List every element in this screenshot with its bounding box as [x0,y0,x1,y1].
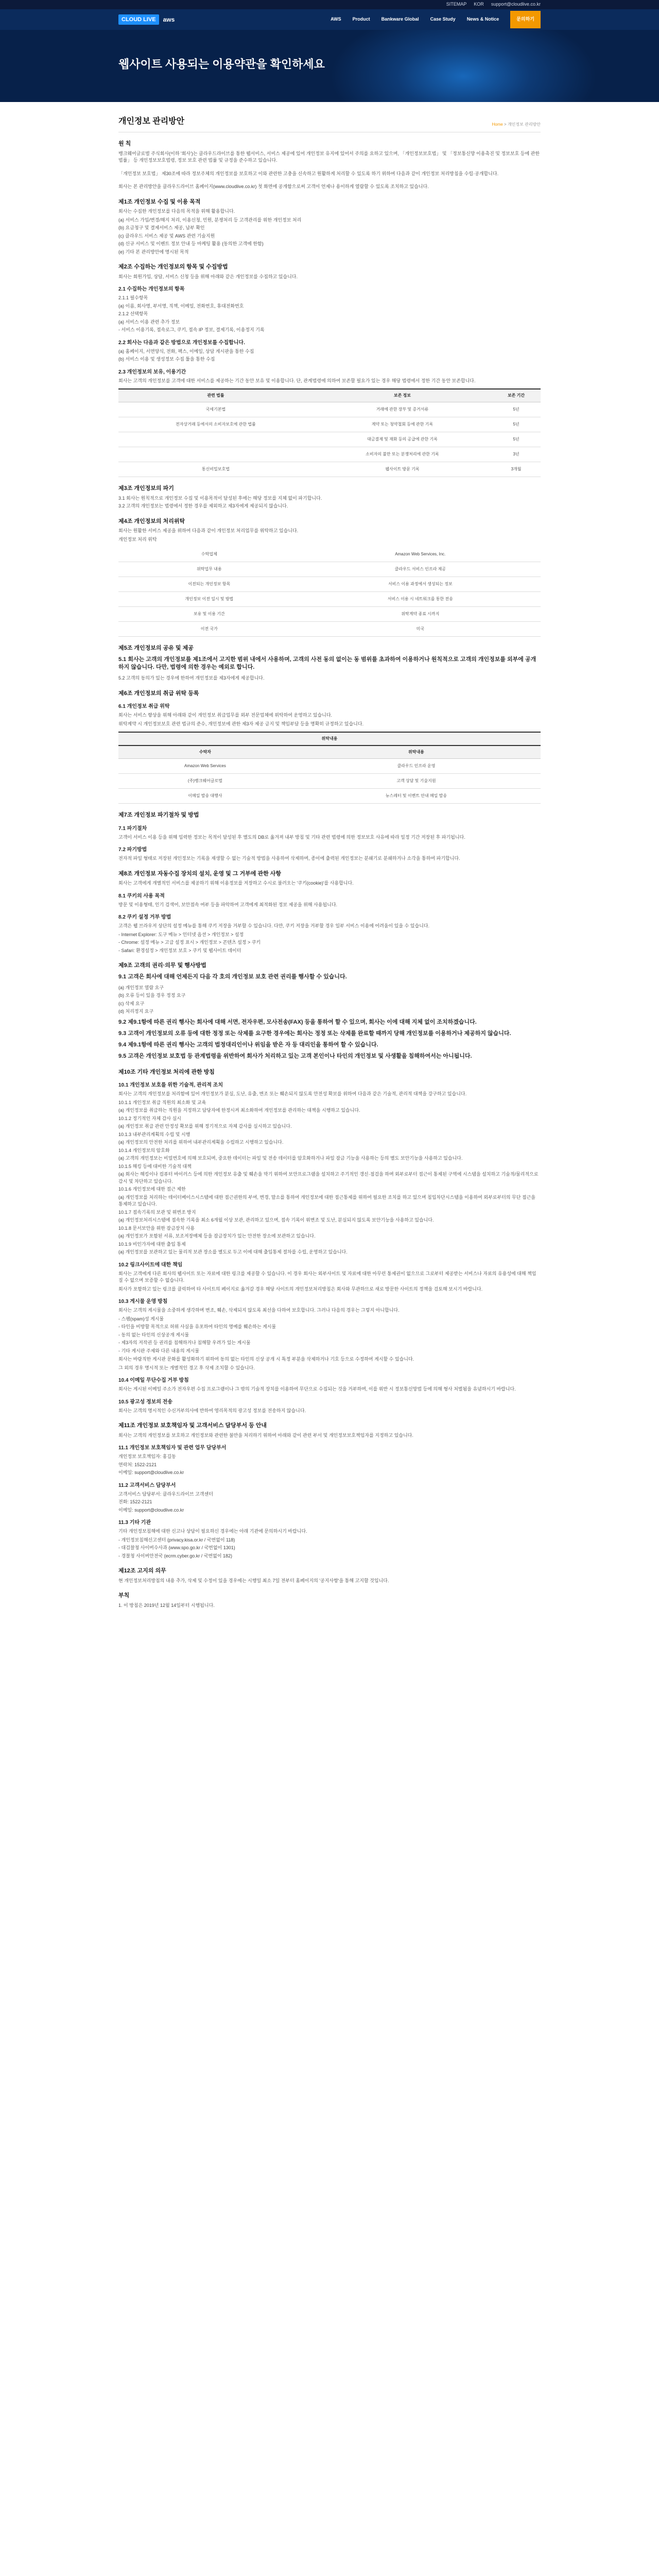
list-item: 10.1.4 개인정보의 암호화 [118,1147,170,1153]
section-text: 회사는 고객에게 다른 회사의 웹사이트 또는 자료에 대한 링크를 제공할 수 있습니다. 이 경우 회사는 외부사이트 및 자료에 대한 아무런 통제권이 없으므로 그로부터 제공받는 서비스나 자료의 유용성에 대해 책임질 수 없으며 보증할 수 없습니다. [118,1270,536,1283]
breadcrumb: Home > 개인정보 관리방안 [492,122,541,127]
site-logo[interactable] [118,14,175,25]
section-text: 회사는 회원가입, 상담, 서비스 신청 등을 위해 아래와 같은 개인정보를 수집하고 있습니다. [118,274,298,279]
table-row [118,789,541,804]
delegation-table [118,732,541,804]
list-item: 10.1.2 정기적인 자체 감사 실시 [118,1115,181,1121]
page-header [118,102,541,132]
list-item: (a) 개인정보를 취급하는 직원을 지정하고 담당자에 한정시켜 최소화하여 개인정보를 관리하는 대책을 시행하고 있습니다. [118,1108,360,1113]
nav-item-news[interactable]: News & Notice [466,16,499,22]
list-item: (d) 신규 서비스 및 이벤트 정보 안내 등 마케팅 활용 (동의한 고객에 한함) [118,241,264,246]
list-item: (a) 고객의 개인정보는 비밀번호에 의해 보호되며, 중요한 데이터는 파일 및 전송 데이터를 암호화하거나 파일 잠금 기능을 사용하는 등의 별도 보안기능을 사용하고 있습니다. [118,1156,463,1161]
table-row [118,417,541,432]
list-item: (a) 서비스 가입/변경/해지 처리, 이용신청, 민원, 분쟁처리 등 고객관리를 위한 개인정보 처리 [118,217,302,223]
contact-button[interactable]: 문의하기 [510,11,541,28]
table-cell: 거래에 관한 장부 및 증거서류 [313,402,492,417]
section-title: 제10조 기타 개인정보 처리에 관한 방침 [118,1069,215,1075]
hero-title: 웹사이트 사용되는 이용약관을 확인하세요 [118,58,325,71]
sitemap-link[interactable]: SITEMAP [446,2,467,7]
subsection-title: 10.2 링크사이트에 대한 책임 [118,1262,183,1268]
subsection-title: 6.1 개인정보 취급 위탁 [118,704,170,710]
subsection-title: 2.2 회사는 다음과 같은 방법으로 개인정보를 수집합니다. [118,340,245,346]
nav-item-case-study[interactable]: Case Study [430,16,456,22]
table-cell: 이전되는 개인정보 항목 [118,577,300,592]
table-cell: 보유 및 이용 기간 [118,607,300,622]
section-text: 고객은 웹 브라우저 상단의 설정 메뉴를 통해 쿠키 저장을 거부할 수 있습니다. 다만, 쿠키 저장을 거부할 경우 일부 서비스 이용에 어려움이 있을 수 있습니다. [118,923,430,929]
list-item: - Safari: 환경설정 > 개인정보 보호 > 쿠키 및 웹사이트 데이터 [118,947,241,953]
subsection-title: 7.2 파기방법 [118,847,147,853]
list-item: (e) 기타 본 관리방안에 명시된 목적 [118,249,189,255]
list-item: 10.1.3 내부관리계획의 수립 및 시행 [118,1131,190,1137]
list-item: 10.1.9 비인가자에 대한 출입 통제 [118,1241,186,1247]
section-list [118,985,541,1015]
list-item: (a) 홈페이지, 서면양식, 전화, 팩스, 이메일, 상담 게시판을 통한 수집 [118,348,254,354]
list-item: (a) 개인정보를 처리하는 데이터베이스시스템에 대한 접근권한의 부여, 변경, 말소를 통하여 개인정보에 대한 접근통제를 위하여 필요한 조치를 하고 있으며 침입차단시스템을 이용하여 외부로부터의 무단 접근을 통제하고 있습니다. [118,1194,536,1207]
list-item: 이메일: support@cloudlive.co.kr [118,1470,184,1476]
table-cell: 전자상거래 등에서의 소비자보호에 관한 법률 [118,417,313,432]
table-cell: 3개월 [492,462,541,477]
table-row [118,577,541,592]
list-item: 개인정보 보호책임자: 홍길동 [118,1454,176,1460]
table-cell: 클라우드 인프라 운영 [292,759,541,774]
section-list [118,1491,541,1514]
list-item: (a) 개인정보 취급 관련 안정성 확보를 위해 정기적으로 자체 감사를 실시하고 있습니다. [118,1124,292,1129]
list-item: 10.1.6 개인정보에 대한 접근 제한 [118,1187,186,1192]
addendum-title: 부칙 [118,1592,130,1599]
subsection-title: 11.3 기타 기관 [118,1520,151,1526]
main-content [118,102,541,1609]
table-header: 위탁내용 [292,745,541,759]
table-cell: 5년 [492,417,541,432]
table-cell: 5년 [492,402,541,417]
list-item: 10.1.5 해킹 등에 대비한 기술적 대책 [118,1163,192,1169]
list-item: - 스팸(spam)성 게시물 [118,1316,164,1321]
list-item: (a) 개인정보처리시스템에 접속한 기록을 최소 6개월 이상 보관, 관리하고 있으며, 접속 기록이 위변조 및 도난, 분실되지 않도록 보안기능을 사용하고 있습니다. [118,1217,434,1223]
emphasis-text: 9.3 고객이 개인정보의 오류 등에 대한 정정 또는 삭제를 요구한 경우에는 회사는 정정 또는 삭제를 완료할 때까지 당해 개인정보를 이용하거나 제공하지 않습니다. [118,1030,511,1037]
nav-menu [331,11,541,28]
list-item: (b) 서비스 이용 및 생성정보 수집 툴을 통한 수집 [118,357,215,362]
table-cell: (주)뱅크웨어글로벌 [118,774,292,789]
section-text: 5.2 고객의 동의가 있는 경우에 한하여 개인정보를 제3자에게 제공합니다. [118,675,265,681]
table-row [118,622,541,637]
list-item: 연락처: 1522-2121 [118,1462,157,1467]
subsection-title: 11.1 개인정보 보호책임자 및 관련 업무 담당부서 [118,1445,227,1451]
section-text: 위탁계약 시 개인정보보호 관련 법규의 준수, 개인정보에 관한 제3자 제공 금지 및 책임부담 등을 명확히 규정하고 있습니다. [118,721,364,726]
subsection-title: 10.3 게시물 운영 방침 [118,1299,168,1305]
list-item: - Internet Explorer: 도구 메뉴 > 인터넷 옵션 > 개인정보 > 설정 [118,931,244,937]
subsection-title: 8.1 쿠키의 사용 목적 [118,893,165,899]
list-item: 3.2 고객의 개인정보는 법령에서 정한 경우를 제외하고 제3자에게 제공되지 않습니다. [118,503,288,509]
section-text: 고객이 서비스 이용 등을 위해 입력한 정보는 목적이 달성된 후 별도의 DB로 옮겨져 내부 방침 및 기타 관련 법령에 의한 정보보호 사유에 따라 일정 기간 저장된 후 파기됩니다. [118,834,465,840]
table-cell: 고객 상담 및 기술지원 [292,774,541,789]
list-item: (a) 개인정보의 안전한 처리를 위하여 내부관리계획을 수립하고 시행하고 있습니다. [118,1140,284,1145]
hero-graphic [330,30,597,102]
section-list [118,217,541,256]
section-title: 제8조 개인정보 자동수집 장치의 설치, 운영 및 그 거부에 관한 사항 [118,870,282,877]
intro-paragraph: 「개인정보 보호법」 제30조에 따라 정보주체의 개인정보를 보호하고 이와 관련한 고충을 신속하고 원활하게 처리할 수 있도록 하기 위하여 다음과 같이 개인정보 처리방침을 수립·공개합니다. [118,171,499,176]
list-item: - 기타 게시판 주제와 다른 내용의 게시물 [118,1348,200,1353]
emphasis-text: 9.2 제9.1항에 따른 권리 행사는 회사에 대해 서면, 전자우편, 모사전송(FAX) 등을 통하여 할 수 있으며, 회사는 이에 대해 지체 없이 조치하겠습니다. [118,1019,477,1025]
hero-banner [0,30,659,102]
list-item: - 서비스 이용기록, 접속로그, 쿠키, 접속 IP 정보, 결제기록, 이용정지 기록 [118,327,265,332]
section-list [118,1537,541,1560]
section-title: 제9조 고객의 권리·의무 및 행사방법 [118,962,206,969]
nav-item-product[interactable]: Product [352,16,370,22]
list-item: 2.1.2 선택항목 [118,311,148,316]
table-row [118,774,541,789]
table-row [118,402,541,417]
addendum-text: 1. 이 방침은 2019년 12월 14일부터 시행됩니다. [118,1602,215,1608]
section-text: 그 외의 경우 명시적 또는 개별적인 경고 후 삭제 조치할 수 있습니다. [118,1365,255,1370]
table-cell: 웹사이트 방문 기록 [313,462,492,477]
section-title: 제2조 수집하는 개인정보의 항목 및 수집방법 [118,264,228,270]
list-item: (c) 클라우드 서비스 제공 및 AWS 관련 기술지원 [118,233,215,239]
section-list [118,1453,541,1477]
section-text: 회사는 고객의 개인정보를 처리함에 있어 개인정보가 분실, 도난, 유출, 변조 또는 훼손되지 않도록 안전성 확보를 위하여 다음과 같은 기술적, 관리적 대책을 강구하고 있습니다. [118,1091,467,1097]
table-cell: 이메일 발송 대행사 [118,789,292,804]
subsection-title: 11.2 고객서비스 담당부서 [118,1482,176,1488]
table-cell: 서비스 이용 시 네트워크를 통한 전송 [300,592,541,607]
emphasis-text: 9.4 제9.1항에 따른 권리 행사는 고객의 법정대리인이나 위임을 받은 자 등 대리인을 통하여 할 수 있습니다. [118,1041,378,1048]
subsection-title: 10.5 광고성 정보의 전송 [118,1399,173,1405]
list-item: 10.1.8 문서보안을 위한 잠금장치 사용 [118,1225,195,1231]
list-item: 2.1.1 필수항목 [118,295,148,300]
list-item: - Chrome: 설정 메뉴 > 고급 설정 표시 > 개인정보 > 콘텐츠 설정 > 쿠키 [118,940,261,945]
list-item: - 동의 없는 타인의 신상공개 게시물 [118,1332,189,1337]
table-cell: 소비자의 불만 또는 분쟁처리에 관한 기록 [313,447,492,462]
list-item: 전화: 1522-2121 [118,1499,152,1505]
subsection-title: 8.2 쿠키 설정 거부 방법 [118,914,171,921]
section-title: 제1조 개인정보 수집 및 이용 목적 [118,198,201,205]
subsection-title: 10.1 개인정보 보호를 위한 기술적, 관리적 조치 [118,1082,223,1089]
table-cell: 통신비밀보호법 [118,462,313,477]
logo-box: CLOUD LIVE [118,14,159,25]
language-link[interactable]: KOR [474,2,484,7]
table-cell: 위탁업무 내용 [118,562,300,577]
table-cell: 이전 국가 [118,622,300,637]
utility-bar [0,0,659,9]
table-cell: 3년 [492,447,541,462]
section-text: 회사는 고객의 개인정보를 보호하고 개인정보와 관련한 불만을 처리하기 위하여 아래와 같이 관련 부서 및 개인정보보호책임자를 지정하고 있습니다. [118,1432,413,1438]
section-text: 회사는 고객의 명시적인 수신거부의사에 반하여 영리목적의 광고성 정보를 전송하지 않습니다. [118,1408,306,1413]
table-cell: 서비스 이용 과정에서 생성되는 정보 [300,577,541,592]
table-cell: 개인정보 이전 일시 및 방법 [118,592,300,607]
section-list [118,1316,541,1355]
list-item: (b) 요금청구 및 결제서비스 제공, 납부 확인 [118,225,205,230]
subsection-title: 10.4 이메일 무단수집 거부 방침 [118,1378,189,1384]
nav-item-bankware[interactable]: Bankware Global [381,16,419,22]
section-list [118,931,541,955]
list-item: (a) 개인정보가 포함된 서류, 보조저장매체 등을 잠금장치가 있는 안전한 장소에 보관하고 있습니다. [118,1233,316,1239]
section-list [118,495,541,510]
subsection-title: 2.3 개인정보의 보유, 이용기간 [118,369,186,375]
list-item: 고객서비스 담당부서: 클라우드라이브 고객센터 [118,1491,213,1497]
table-cell: Amazon Web Services, Inc. [300,547,541,562]
emphasis-text: 9.1 고객은 회사에 대해 언제든지 다음 각 호의 개인정보 보호 관련 권리를 행사할 수 있습니다. [118,973,347,980]
breadcrumb-home[interactable]: Home [492,122,503,127]
section-text: 현 개인정보처리방침의 내용 추가, 삭제 및 수정이 있을 경우에는 시행일 최소 7일 전부터 홈페이지의 '공지사항'을 통해 고지할 것입니다. [118,1578,389,1583]
table-header: 관련 법률 [118,389,313,402]
list-item: - 개인정보침해신고센터 (privacy.kisa.or.kr / 국번없이 118) [118,1537,235,1543]
table-cell: 계약 또는 청약철회 등에 관한 기록 [313,417,492,432]
subsection-title: 2.1 수집하는 개인정보의 항목 [118,286,185,292]
section-text: 회사는 원활한 서비스 제공을 위하여 다음과 같이 개인정보 처리업무를 위탁하고 있습니다. [118,528,299,533]
section-text: 회사는 게시된 이메일 주소가 전자우편 수집 프로그램이나 그 밖의 기술적 장치를 이용하여 무단으로 수집되는 것을 거부하며, 이를 위반 시 정보통신망법 등에 의해 형사 처벌됨을 유념하시기 바랍니다. [118,1386,516,1392]
table-row [118,447,541,462]
section-title: 제7조 개인정보 파기절차 및 방법 [118,812,199,819]
email-link[interactable]: support@cloudlive.co.kr [491,2,541,7]
list-item: (d) 처리정지 요구 [118,1009,154,1014]
table-row [118,432,541,447]
table-cell: 수탁업체 [118,547,300,562]
section-text: 회사는 서비스 향상을 위해 아래와 같이 개인정보 취급업무를 외부 전문업체에 위탁하여 운영하고 있습니다. [118,713,333,718]
list-item: 10.1.1 개인정보 취급 직원의 최소화 및 교육 [118,1099,206,1105]
table-cell: 미국 [300,622,541,637]
list-item: (a) 회사는 해킹이나 컴퓨터 바이러스 등에 의한 개인정보 유출 및 훼손을 막기 위하여 보안프로그램을 설치하고 주기적인 갱신·점검을 하며 외부로부터 접근이 통제된 구역에 시스템을 설치하고 기술적/물리적으로 감시 및 차단하고 있습니다. [118,1172,539,1184]
section-text: 회사는 고객의 개인정보를 고객에 대한 서비스를 제공하는 기간 동안 보유 및 이용합니다. 단, 관계법령에 의하여 보존할 필요가 있는 경우 해당 법령에서 정한 기간 동안 보존합니다. [118,378,476,383]
section-title: 제4조 개인정보의 처리위탁 [118,518,185,524]
table-cell: 국세기본법 [118,402,313,417]
nav-item-aws[interactable]: AWS [331,16,341,22]
table-cell: 대금결제 및 재화 등의 공급에 관한 기록 [313,432,492,447]
main-navigation [0,9,659,30]
list-item: (a) 개인정보를 보관하고 있는 물리적 보관 장소를 별도로 두고 이에 대해 출입통제 절차를 수립, 운영하고 있습니다. [118,1249,348,1255]
section-text: 회사는 수집한 개인정보를 다음의 목적을 위해 활용합니다. [118,209,235,214]
outsourcing-table [118,547,541,637]
section-list [118,348,541,363]
table-cell: 위탁계약 종료 시까지 [300,607,541,622]
intro-paragraph: 뱅크웨어글로벌 주식회사(이하 '회사')는 클라우드라이브를 통한 웹서비스, 서비스 제공에 있어 개인정보 유지에 있어서 주의를 요하고 있으며, 「개인정보보호법」 및 「정보통신망 이용촉진 및 정보보호 등에 관한 법률」 등 개인정보보호법령, 정보 보호 관련 법률 및 규정을 준수하고 있습니다. [118,150,540,163]
page-title: 개인정보 관리방안 [118,117,185,126]
table-caption: 위탁내용 [118,732,541,745]
section-text: 회사가 포함하고 있는 링크를 클릭하여 타 사이트의 페이지로 옮겨갈 경우 해당 사이트의 개인정보처리방침은 회사와 무관하므로 새로 방문한 사이트의 정책을 검토해 보시기 바랍니다. [118,1286,483,1292]
section-text: 방문 및 이용형태, 인기 검색어, 보안접속 여부 등을 파악하여 고객에게 최적화된 정보 제공을 위해 사용됩니다. [118,902,338,907]
list-item: (a) 개인정보 열람 요구 [118,985,164,990]
list-item: 10.1.7 접속기록의 보관 및 위변조 방지 [118,1209,196,1215]
section-text: 회사는 고객의 게시물을 소중하게 생각하며 변조, 훼손, 삭제되지 않도록 최선을 다하여 보호합니다. 그러나 다음의 경우는 그렇지 아니합니다. [118,1308,400,1313]
section-text: 전자적 파일 형태로 저장된 개인정보는 기록을 재생할 수 없는 기술적 방법을 사용하여 삭제하며, 종이에 출력된 개인정보는 분쇄기로 분쇄하거나 소각을 통하여 파기합니다. [118,856,460,861]
emphasis-text: 9.5 고객은 개인정보 보호법 등 관계법령을 위반하여 회사가 처리하고 있는 고객 본인이나 타인의 개인정보 및 사생활을 침해하여서는 아니됩니다. [118,1053,472,1059]
list-item: (a) 서비스 이용 관련 추가 정보 [118,319,180,325]
table-header: 수탁자 [118,745,292,759]
breadcrumb-current: 개인정보 관리방안 [507,122,541,127]
section-text: 회사는 바람직한 게시판 문화를 활성화하기 위하여 동의 없는 타인의 신상 공개 시 특정 부분을 삭제하거나 기호 등으로 수정하여 게시할 수 있습니다. [118,1357,414,1362]
section-title: 제11조 개인정보 보호책임자 및 고객서비스 담당부서 등 안내 [118,1422,267,1429]
section-title: 제12조 고지의 의무 [118,1568,166,1574]
table-header: 보존 정보 [313,389,492,402]
list-item: (b) 오류 등이 있을 경우 정정 요구 [118,993,186,998]
table-row [118,547,541,562]
subsection-title: 7.1 파기절차 [118,825,147,832]
table-cell: 5년 [492,432,541,447]
section-list [118,1099,541,1256]
list-item: (a) 이름, 회사명, 부서명, 직책, 이메일, 전화번호, 휴대전화번호 [118,303,244,309]
section-list [118,295,541,334]
table-row [118,607,541,622]
section-text: 회사는 고객에게 개별적인 서비스를 제공하기 위해 이용정보를 저장하고 수시로 불러오는 '쿠키(cookie)'를 사용합니다. [118,880,354,886]
section-title: 제5조 개인정보의 공유 및 제공 [118,645,194,651]
section-text: 개인정보 처리 위탁 [118,536,157,542]
section-text: 기타 개인정보침해에 대한 신고나 상담이 필요하신 경우에는 아래 기관에 문의하시기 바랍니다. [118,1529,307,1534]
list-item: - 경찰청 사이버안전국 (ecrm.cyber.go.kr / 국번없이 182) [118,1553,233,1558]
emphasis-text: 5.1 회사는 고객의 개인정보를 제1조에서 고지한 범위 내에서 사용하며, 고객의 사전 동의 없이는 동 범위를 초과하여 이용하거나 원칙적으로 고객의 개인정보를 외부에 공개하지 않습니다. 다만, 법령에 의한 경우는 예외로 합니다. [118,656,536,671]
list-item: 이메일: support@cloudlive.co.kr [118,1507,184,1513]
table-cell [118,447,313,462]
list-item: - 제3자의 저작권 등 권리를 침해하거나 침해할 우려가 있는 게시물 [118,1340,251,1346]
table-cell: 클라우드 서비스 인프라 제공 [300,562,541,577]
table-row [118,759,541,774]
aws-logo: aws [163,16,175,23]
list-item: 3.1 회사는 원칙적으로 개인정보 수집 및 이용목적이 달성된 후에는 해당 정보를 지체 없이 파기합니다. [118,495,322,501]
intro-heading: 원 칙 [118,141,131,147]
table-cell: Amazon Web Services [118,759,292,774]
table-header: 보존 기간 [492,389,541,402]
table-row [118,462,541,477]
list-item: (c) 삭제 요구 [118,1001,145,1006]
table-cell: 뉴스레터 및 이벤트 안내 메일 발송 [292,789,541,804]
table-row [118,592,541,607]
intro-paragraph: 회사는 본 관리방안을 클라우드라이브 홈페이지(www.cloudlive.co.kr) 첫 화면에 공개함으로써 고객이 언제나 용이하게 열람할 수 있도록 조치하고 있습니다. [118,184,429,189]
list-item: - 타인을 비방할 목적으로 허위 사실을 유포하여 타인의 명예를 훼손하는 게시물 [118,1324,276,1330]
section-title: 제3조 개인정보의 파기 [118,485,174,492]
table-row [118,562,541,577]
list-item: - 대검찰청 사이버수사과 (www.spo.go.kr / 국번없이 1301) [118,1545,235,1551]
retention-table [118,388,541,477]
section-title: 제6조 개인정보의 취급 위탁 등록 [118,690,199,697]
table-cell [118,432,313,447]
